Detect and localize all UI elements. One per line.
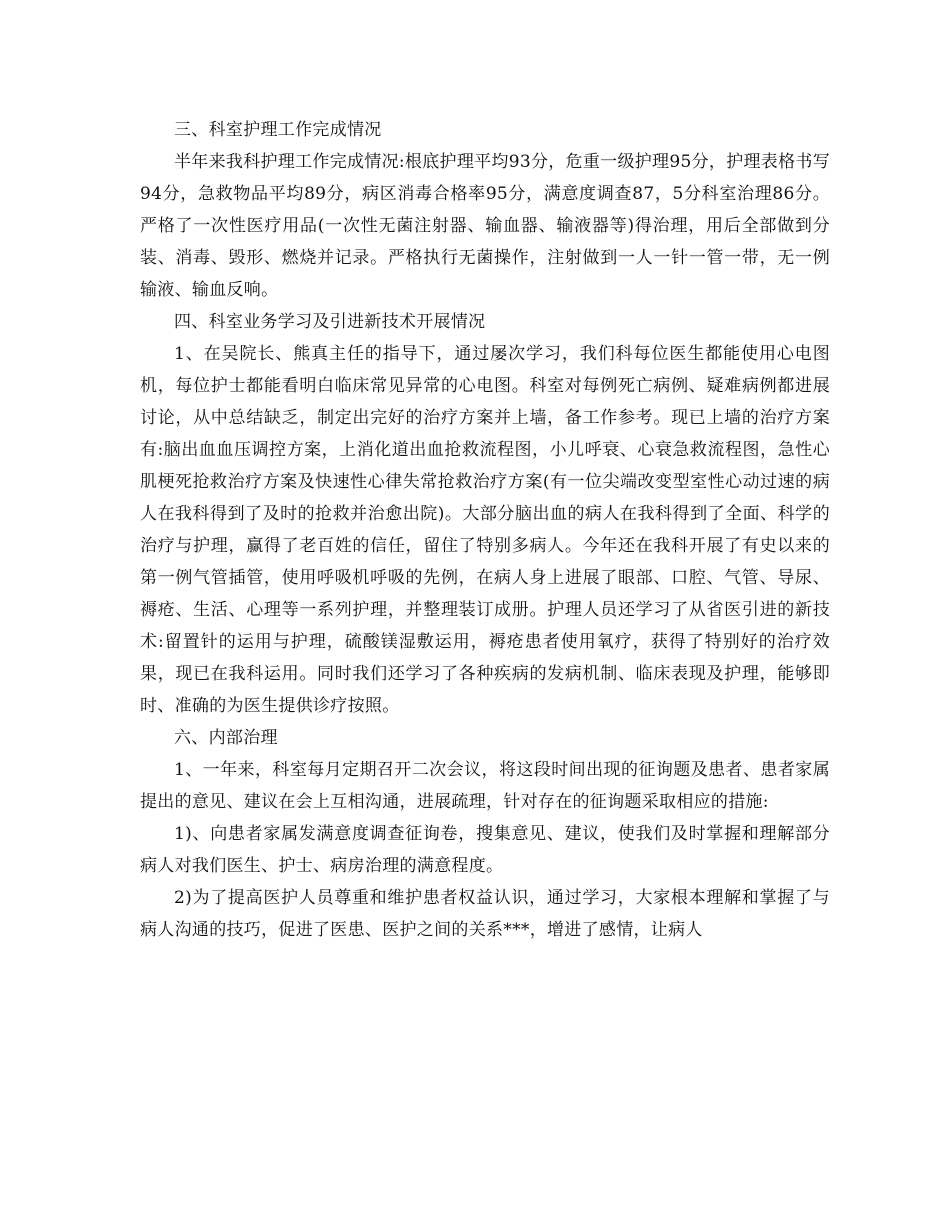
- paragraph-nursing-completion: 半年来我科护理工作完成情况:根底护理平均93分，危重一级护理95分，护理表格书写94分，急救物品平均89分，病区消毒合格率95分，满意度调查87，5分科室治理86分。严格了一次性医疗用品(一次性无菌注射器、输血器、输液器等)得治理，用后全部做到分装、消毒、毁形、燃烧并记录。严格执行无菌操作，注射做到一人一针一管一带，无一例输液、输血反响。: [140, 152, 830, 300]
- section-heading-internal-management: 六、内部治理: [174, 728, 278, 748]
- paragraph-internal-management-1-1: 1)、向患者家属发满意度调查征询卷，搜集意见、建议，使我们及时掌握和理解部分病人对我们医生、护士、病房治理的满意程度。: [140, 824, 830, 876]
- paragraph-internal-management-1: 1、一年来，科室每月定期召开二次会议，将这段时间出现的征询题及患者、患者家属提出的意见、建议在会上互相沟通，进展疏理，针对存在的征询题采取相应的措施:: [140, 760, 830, 812]
- paragraph-study-new-tech: 1、在吴院长、熊真主任的指导下，通过屡次学习，我们科每位医生都能使用心电图机，每位护士都能看明白临床常见异常的心电图。科室对每例死亡病例、疑难病例都进展讨论，从中总结缺乏，制定出完好的治疗方案并上墙，备工作参考。现已上墙的治疗方案有:脑出血血压调控方案，上消化道出血抢救流程图，小儿呼衰、心衰急救流程图，急性心肌梗死抢救治疗方案及快速性心律失常抢救治疗方案(有一位尖端改变型室性心动过速的病人在我科得到了及时的抢救并治愈出院)。大部分脑出血的病人在我科得到了全面、科学的治疗与护理，赢得了老百姓的信任，留住了特别多病人。今年还在我科开展了有史以来的第一例气管插管，使用呼吸机呼吸的先例，在病人身上进展了眼部、口腔、气管、导尿、褥疮、生活、心理等一系列护理，并整理装订成册。护理人员还学习了从省医引进的新技术:留置针的运用与护理，硫酸镁湿敷运用，褥疮患者使用氧疗，获得了特别好的治疗效果，现已在我科运用。同时我们还学习了各种疾病的发病机制、临床表现及护理，能够即时、准确的为医生提供诊疗按照。: [140, 344, 830, 716]
- section-heading-study-new-tech: 四、科室业务学习及引进新技术开展情况: [174, 312, 486, 332]
- section-heading-nursing-completion: 三、科室护理工作完成情况: [174, 120, 382, 140]
- paragraph-internal-management-1-2: 2)为了提高医护人员尊重和维护患者权益认识，通过学习，大家根本理解和掌握了与病人沟通的技巧，促进了医患、医护之间的关系***，增进了感情，让病人: [140, 888, 830, 940]
- document-body: [140, 114, 830, 946]
